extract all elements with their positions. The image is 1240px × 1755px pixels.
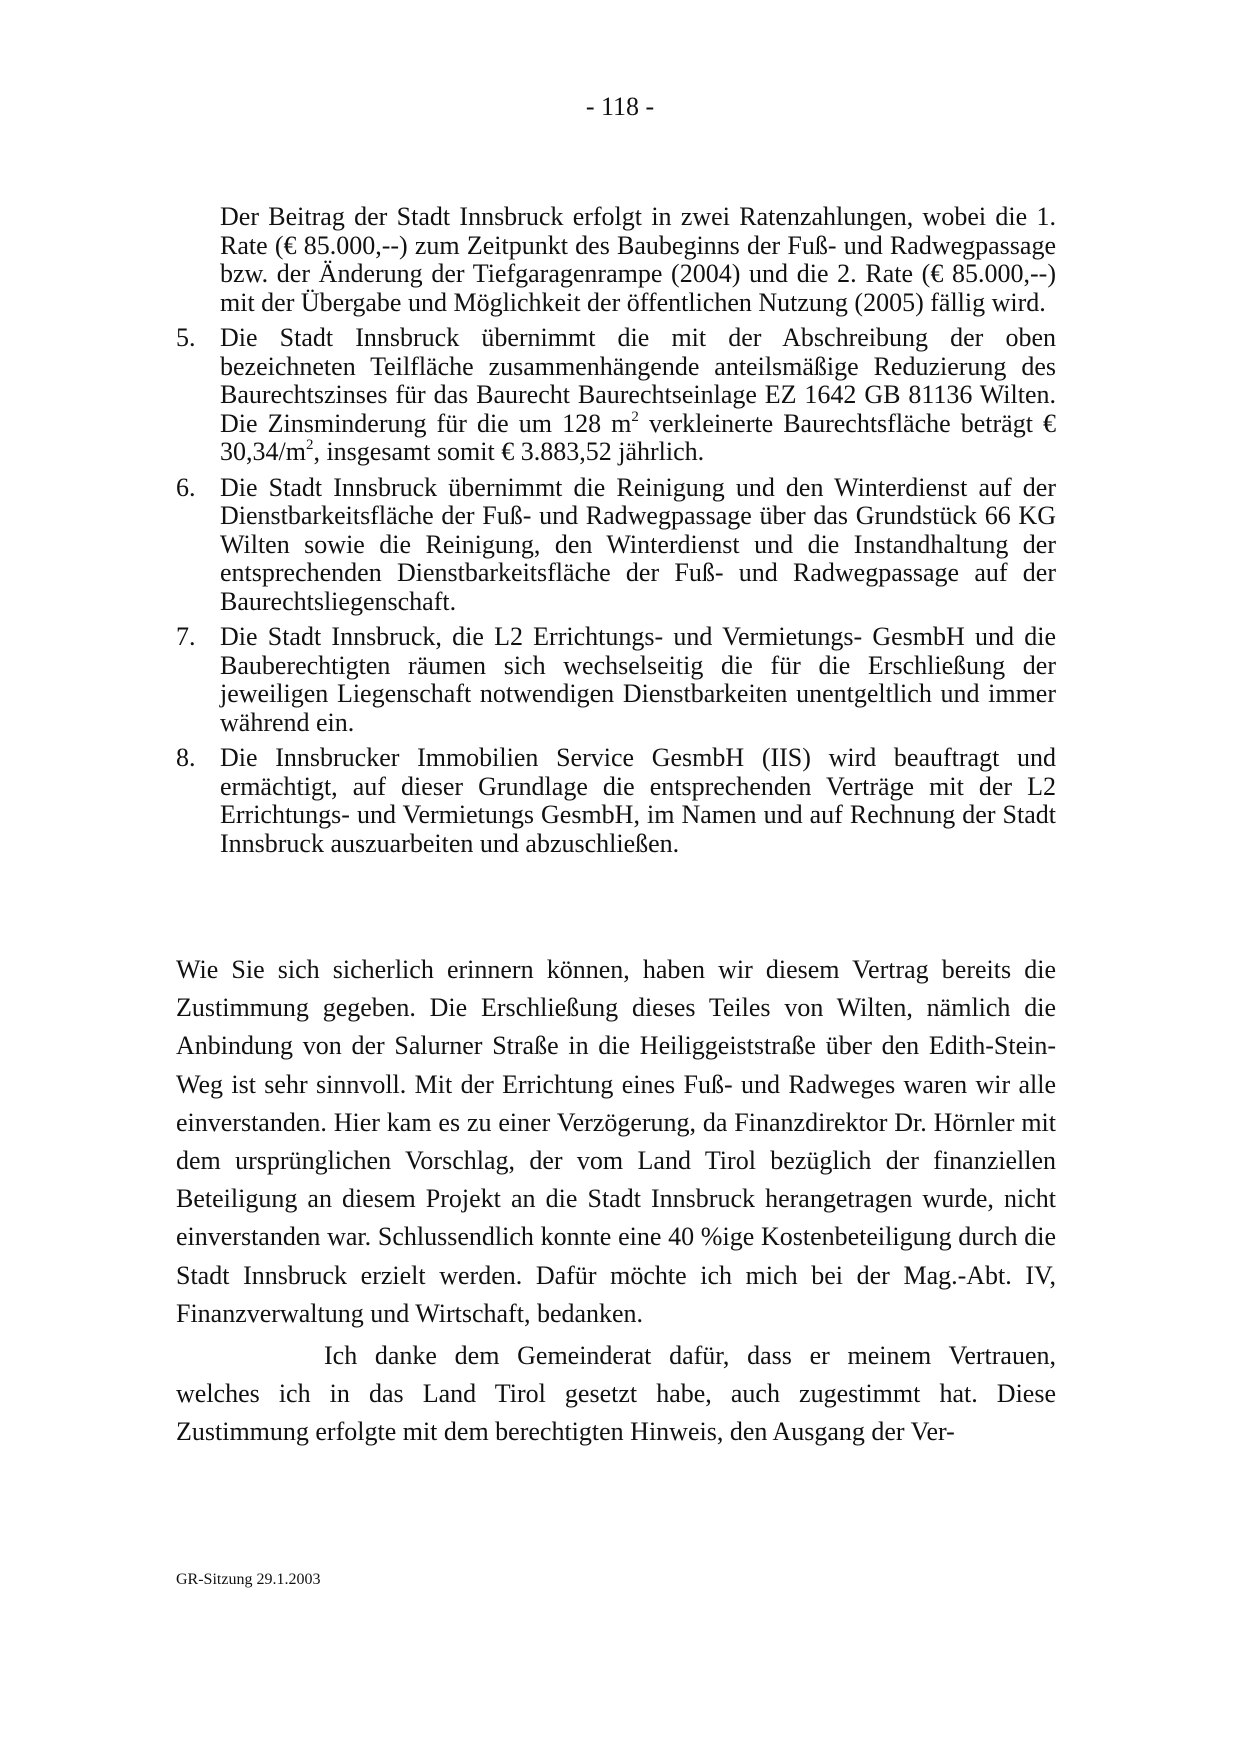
speech-paragraph-2: Ich danke dem Gemeinderat dafür, dass er meinem Vertrauen, welches ich in das Land Tirol gesetzt habe, auch zugestimmt hat. Diese Zustimmung erfolgte mit dem berechtigten Hinweis, den Ausgang der Ver-: [176, 1341, 1056, 1447]
list-item-number: 7.: [176, 622, 196, 651]
list-intro-paragraph: Der Beitrag der Stadt Innsbruck erfolgt in zwei Ratenzahlungen, wobei die 1. Rate (€ 85.000,--) zum Zeitpunkt des Baubeginns der Fuß- und Radwegpassage bzw. der Änderung der Tiefgaragenrampe (2004) und die 2. Rate (€ 85.000,--) mit der Übergabe und Möglichkeit der öffentlichen Nutzung (2005) fällig wird.: [220, 202, 1056, 317]
list-item-7: [176, 623, 1056, 737]
list-item-number: 6.: [176, 472, 196, 502]
speech-paragraph-1: Wie Sie sich sicherlich erinnern können, haben wir diesem Vertrag bereits die Zustimmung gegeben. Die Erschließung dieses Teiles von Wilten, nämlich die Anbindung von der Salurner Straße in die Heiliggeiststraße über den Edith-Stein-Weg ist sehr sinnvoll. Mit der Errichtung eines Fuß- und Radweges waren wir alle einverstanden. Hier kam es zu einer Verzögerung, da Finanzdirektor Dr. Hörnler mit dem ursprünglichen Vorschlag, der vom Land Tirol bezüglich der finanziellen Beteiligung an diesem Projekt an die Stadt Innsbruck herangetragen wurde, nicht einverstanden war. Schlussendlich konnte eine 40 %ige Kostenbeteiligung durch die Stadt Innsbruck erzielt werden. Dafür möchte ich mich bei der Mag.-Abt. IV, Finanzverwaltung und Wirtschaft, bedanken.: [176, 955, 1056, 1328]
list-item-number: 5.: [176, 323, 196, 352]
list-item-text: Die Stadt Innsbruck übernimmt die Reinigung und den Winterdienst auf der Dienstbarkeitsfläche der Fuß- und Radwegpassage über das Grundstück 66 KG Wilten sowie die Reinigung, den Winterdienst und die Instandhaltung der entsprechenden Dienstbarkeitsfläche der Fuß- und Radwegpassage auf der Baurechtsliegenschaft.: [220, 472, 1056, 616]
resolution-list: [176, 203, 1056, 858]
list-item-text: Die Innsbrucker Immobilien Service GesmbH (IIS) wird beauftragt und ermächtigt, auf dieser Grundlage die entsprechenden Verträge mit der L2 Errichtungs- und Vermietungs GesmbH, im Namen und auf Rechnung der Stadt Innsbruck auszuarbeiten und abzuschließen.: [220, 743, 1056, 858]
list-item-8: [176, 744, 1056, 858]
page-footer: GR-Sitzung 29.1.2003: [176, 1571, 321, 1588]
list-item-text: Die Stadt Innsbruck übernimmt die mit der Abschreibung der oben bezeichneten Teilfläche zusammenhängende anteilsmäßige Reduzierung des Baurechtszinses für das Baurecht Baurechtseinlage EZ 1642 GB 81136 Wilten. Die Zinsminderung für die um 128 $m^2$ verkleinerte Baurechtsfläche beträgt € $30,34/m^2$, insgesamt somit € 3.883,52 jährlich.: [220, 323, 1057, 466]
page-number: - 118 -: [585, 92, 655, 121]
speech-text: [176, 951, 1056, 1452]
list-item-number: 8.: [176, 743, 196, 772]
list-item-6: [176, 474, 1056, 617]
list-item-text: Die Stadt Innsbruck, die L2 Errichtungs- und Vermietungs- GesmbH und die Bauberechtigten räumen sich wechselseitig die für die Erschließung der jeweiligen Liegenschaft notwendigen Dienstbarkeiten unentgeltlich und immer während ein.: [220, 622, 1056, 737]
list-item-5: [176, 324, 1056, 467]
